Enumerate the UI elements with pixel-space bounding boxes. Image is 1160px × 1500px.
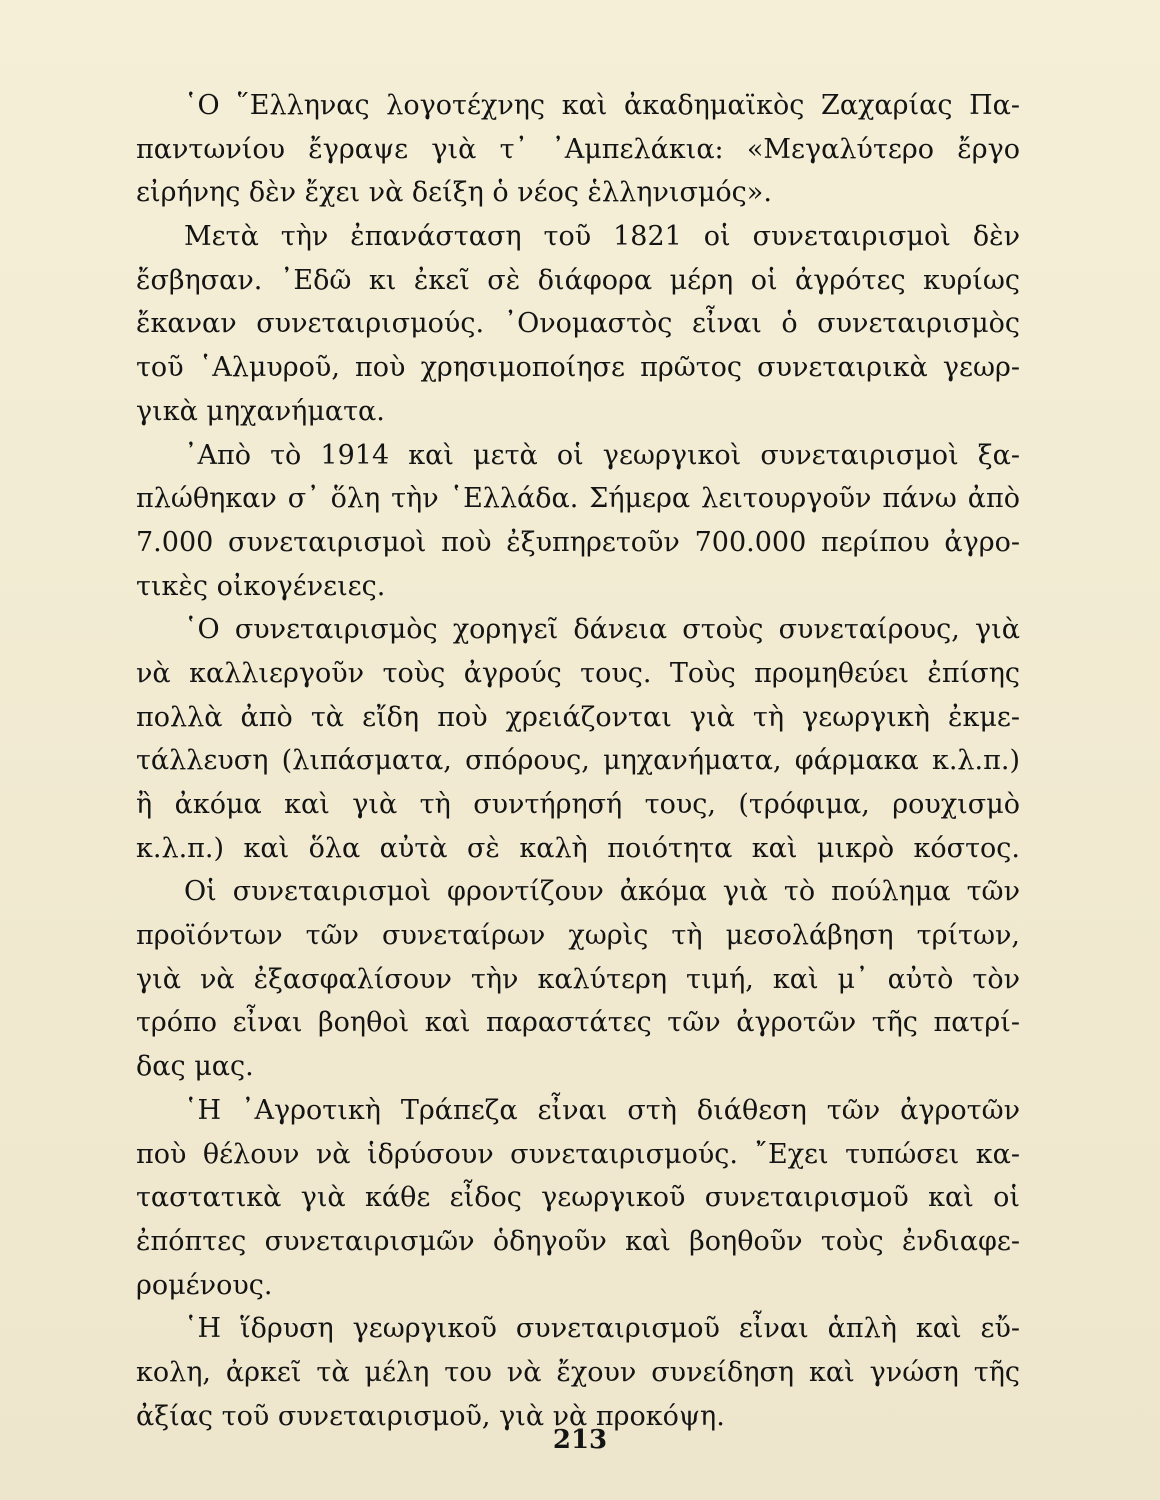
text-line: τοῦ ῾Αλμυροῦ, ποὺ χρησιμοποίησε πρῶτος συνεταιρικὰ γεωρ- (136, 352, 1020, 384)
text-line: δας μας. (136, 1051, 254, 1083)
text-line: Οἱ συνεταιρισμοὶ φροντίζουν ἀκόμα γιὰ τὸ πούλημα τῶν (184, 876, 1020, 908)
paragraph (136, 84, 1020, 215)
text-line: γικὰ μηχανήματα. (136, 395, 385, 427)
text-line: ρομένους. (136, 1269, 273, 1301)
text-line: νὰ καλλιεργοῦν τοὺς ἀγρούς τους. Τοὺς προμηθεύει ἐπίσης (136, 657, 1020, 689)
text-line: γιὰ νὰ ἐξασφαλίσουν τὴν καλύτερη τιμή, καὶ μ᾽ αὐτὸ τὸν (136, 963, 1020, 995)
text-line: Μετὰ τὴν ἐπανάσταση τοῦ 1821 οἱ συνεταιρισμοὶ δὲν (184, 221, 1020, 253)
text-line: ῾Ο ῞Ελληνας λογοτέχνης καὶ ἀκαδημαϊκὸς Ζαχαρίας Πα- (184, 90, 1020, 121)
text-line: ἢ ἀκόμα καὶ γιὰ τὴ συντήρησή τους, (τρόφιμα, ρουχισμὸ (136, 789, 1020, 820)
paragraph (136, 1089, 1020, 1307)
text-line: ἔσβησαν. ᾽Εδῶ κι ἐκεῖ σὲ διάφορα μέρη οἱ ἀγρότες κυρίως (136, 264, 1020, 296)
text-line: τικὲς οἰκογένειες. (136, 570, 386, 602)
page-number: 213 (552, 1425, 608, 1455)
text-line: εἰρήνης δὲν ἔχει νὰ δείξη ὁ νέος ἑλληνισμός». (136, 177, 772, 209)
text-line: πλώθηκαν σ᾽ ὅλη τὴν ῾Ελλάδα. Σήμερα λειτουργοῦν πάνω ἀπὸ (136, 483, 1020, 515)
text-line: ἔκαναν συνεταιρισμούς. ᾽Ονομαστὸς εἶναι ὁ συνεταιρισμὸς (136, 308, 1020, 340)
text-line: ῾Ο συνεταιρισμὸς χορηγεῖ δάνεια στοὺς συνεταίρους, γιὰ (184, 614, 1020, 646)
paragraph (136, 1307, 1020, 1438)
text-line: τρόπο εἶναι βοηθοὶ καὶ παραστάτες τῶν ἀγροτῶν τῆς πατρί- (136, 1007, 1020, 1039)
body-text (136, 84, 1020, 1438)
text-line: τάλλευση (λιπάσματα, σπόρους, μηχανήματα, φάρμακα κ.λ.π.) (136, 745, 1020, 777)
text-line: ποὺ θέλουν νὰ ἱδρύσουν συνεταιρισμούς. ῎Εχει τυπώσει κα- (136, 1138, 1020, 1170)
text-line: ᾽Απὸ τὸ 1914 καὶ μετὰ οἱ γεωργικοὶ συνεταιρισμοὶ ξα- (184, 439, 1020, 471)
text-line: πολλὰ ἀπὸ τὰ εἴδη ποὺ χρειάζονται γιὰ τὴ γεωργικὴ ἐκμε- (136, 701, 1020, 733)
text-line: ταστατικὰ γιὰ κάθε εἶδος γεωργικοῦ συνεταιρισμοῦ καὶ οἱ (136, 1182, 1020, 1214)
paragraph (136, 215, 1020, 433)
text-line: κολη, ἀρκεῖ τὰ μέλη του νὰ ἔχουν συνείδηση καὶ γνώση τῆς (136, 1356, 1020, 1388)
text-line: κ.λ.π.) καὶ ὅλα αὐτὰ σὲ καλὴ ποιότητα καὶ μικρὸ κόστος. (136, 832, 1020, 864)
paragraph (136, 608, 1020, 870)
text-line: ῾Η ἵδρυση γεωργικοῦ συνεταιρισμοῦ εἶναι ἁπλὴ καὶ εὔ- (184, 1313, 1020, 1345)
text-line: ἀξίας τοῦ συνεταιρισμοῦ, γιὰ νὰ προκόψη. (136, 1400, 725, 1432)
text-line: ῾Η ᾽Αγροτικὴ Τράπεζα εἶναι στὴ διάθεση τῶν ἀγροτῶν (184, 1094, 1020, 1126)
text-line: παντωνίου ἔγραψε γιὰ τ᾽ ᾽Αμπελάκια: «Μεγαλύτερο ἔργο (136, 133, 1020, 165)
text-line: ἐπόπτες συνεταιρισμῶν ὁδηγοῦν καὶ βοηθοῦν τοὺς ἐνδιαφε- (136, 1225, 1020, 1257)
paragraph (136, 870, 1020, 1088)
text-line: 7.000 συνεταιρισμοὶ ποὺ ἐξυπηρετοῦν 700.000 περίπου ἀγρο- (136, 526, 1020, 558)
paragraph (136, 434, 1020, 609)
text-line: προϊόντων τῶν συνεταίρων χωρὶς τὴ μεσολάβηση τρίτων, (136, 920, 1020, 952)
